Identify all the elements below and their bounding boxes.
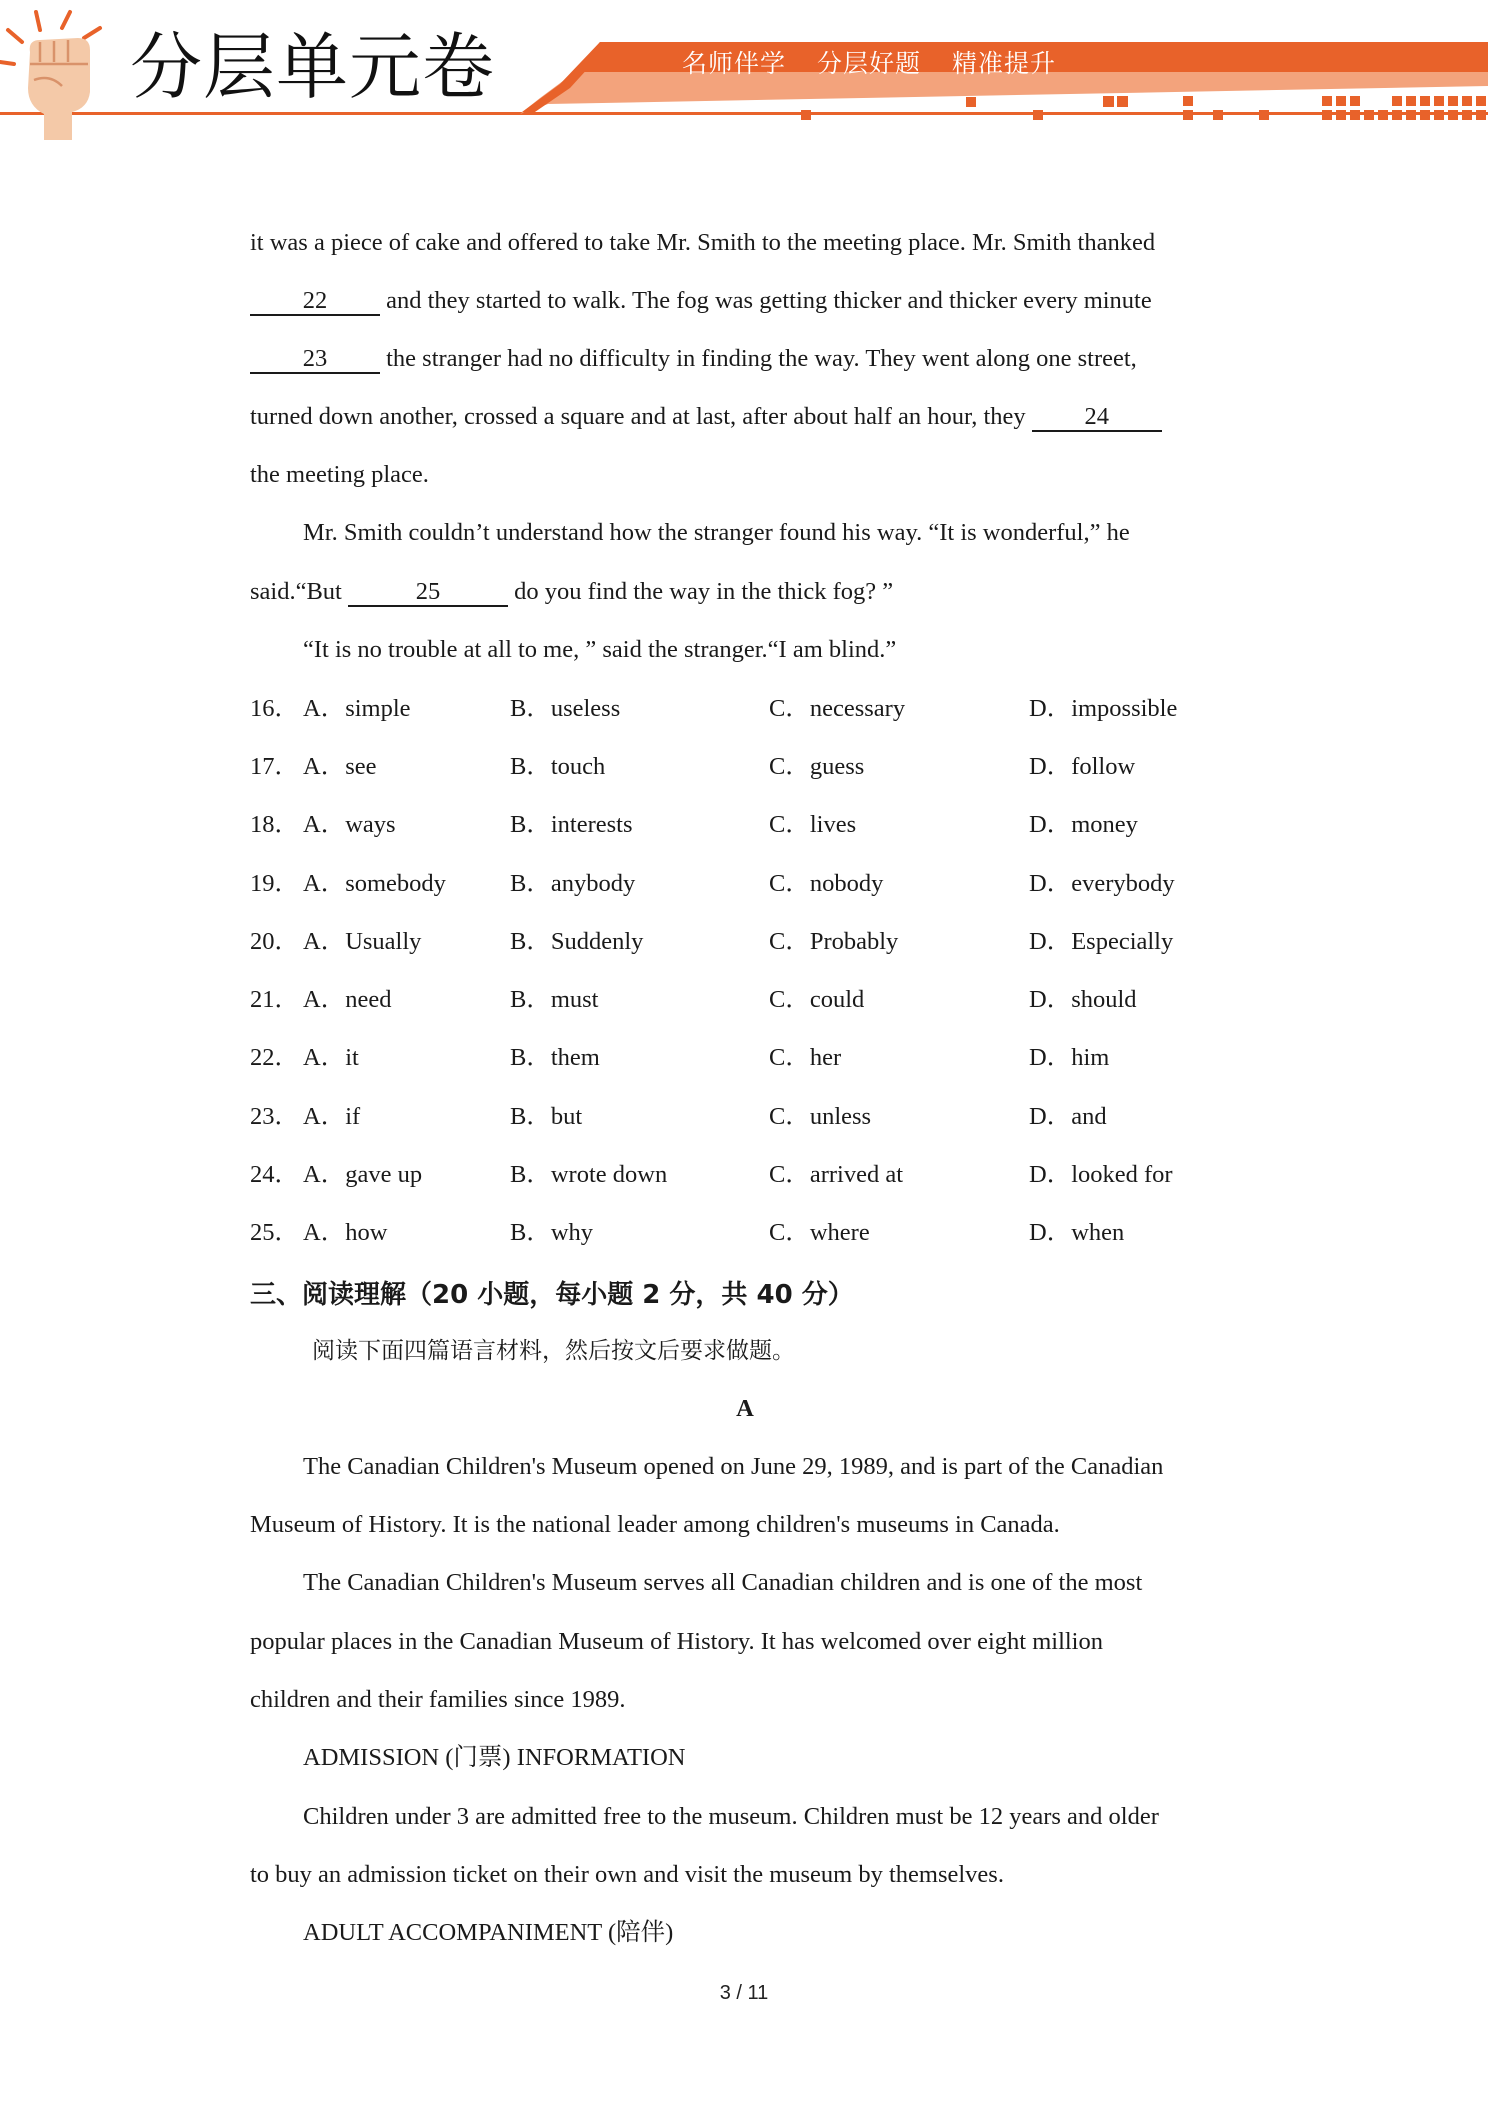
passage-line: children and their families since 1989. — [250, 1686, 626, 1713]
option-c: C．arrived at — [769, 1161, 904, 1188]
option-a: A．see — [303, 753, 377, 780]
option-a: A．if — [303, 1103, 361, 1130]
option-a: A．it — [303, 1044, 359, 1071]
passage-line — [250, 577, 893, 607]
option-b: B．why — [510, 1219, 594, 1246]
question-number: 16． — [250, 695, 299, 722]
answer-blank: 24 — [1032, 404, 1162, 432]
tagline-item: 精准提升 — [951, 49, 1056, 78]
option-b: B．Suddenly — [510, 928, 644, 955]
option-b: B．useless — [510, 695, 621, 722]
passage-line: The Canadian Children's Museum serves all Canadian children and is one of the most — [303, 1569, 1143, 1596]
option-b: B．interests — [510, 811, 633, 838]
option-b: B．but — [510, 1103, 583, 1130]
option-d: D．should — [1029, 986, 1137, 1013]
option-d: D．him — [1029, 1044, 1110, 1071]
option-d: D．and — [1029, 1103, 1107, 1130]
question-options-row — [250, 1043, 1250, 1073]
raised-fist-icon — [0, 12, 100, 140]
option-d: D．impossible — [1029, 695, 1178, 722]
passage-text: do you find the way in the thick fog? ” — [508, 578, 894, 605]
option-c: C．where — [769, 1219, 870, 1246]
passage-line: popular places in the Canadian Museum of History. It has welcomed over eight million — [250, 1628, 1103, 1655]
question-options-row — [250, 1218, 1250, 1248]
option-a: A．simple — [303, 695, 411, 722]
question-number: 18． — [250, 811, 299, 838]
option-c: C．lives — [769, 811, 857, 838]
subheading: ADULT ACCOMPANIMENT (陪伴) — [303, 1919, 674, 1946]
option-c: C．necessary — [769, 695, 906, 722]
passage-line: Mr. Smith couldn’t understand how the stranger found his way. “It is wonderful,” he — [303, 519, 1130, 546]
option-b: B．must — [510, 986, 599, 1013]
option-c: C．Probably — [769, 928, 899, 955]
question-options-row — [250, 985, 1250, 1015]
question-number: 22． — [250, 1044, 299, 1071]
passage-line: Museum of History. It is the national leader among children's museums in Canada. — [250, 1511, 1060, 1538]
option-a: A．need — [303, 986, 392, 1013]
question-number: 19． — [250, 870, 299, 897]
option-d: D．looked for — [1029, 1161, 1173, 1188]
question-options-row — [250, 1160, 1250, 1190]
answer-blank: 23 — [250, 346, 380, 374]
brand-title: 分层单元卷 — [130, 25, 496, 109]
section-heading: 三、阅读理解（20 小题，每小题 2 分，共 40 分） — [250, 1280, 854, 1310]
question-options-row — [250, 927, 1250, 957]
answer-blank: 25 — [348, 579, 508, 607]
question-number: 24． — [250, 1161, 299, 1188]
answer-blank: 22 — [250, 288, 380, 316]
option-c: C．her — [769, 1044, 842, 1071]
option-a: A．gave up — [303, 1161, 423, 1188]
option-d: D．follow — [1029, 753, 1136, 780]
question-number: 25． — [250, 1219, 299, 1246]
option-c: C．nobody — [769, 870, 884, 897]
passage-text: and they started to walk. The fog was getting thicker and thicker every minute — [380, 287, 1152, 314]
passage-line: The Canadian Children's Museum opened on June 29, 1989, and is part of the Canadian — [303, 1453, 1164, 1480]
question-number: 23． — [250, 1103, 299, 1130]
passage-line: “It is no trouble at all to me, ” said the stranger.“I am blind.” — [303, 636, 897, 663]
option-c: C．could — [769, 986, 865, 1013]
option-d: D．Especially — [1029, 928, 1174, 955]
tagline-item: 分层好题 — [816, 49, 921, 78]
page-header — [0, 0, 1488, 150]
option-a: A．Usually — [303, 928, 422, 955]
question-number: 21． — [250, 986, 299, 1013]
option-b: B．touch — [510, 753, 606, 780]
passage-line — [250, 402, 1162, 432]
tagline-item: 名师伴学 — [682, 49, 787, 78]
question-options-row — [250, 869, 1250, 899]
option-b: B．anybody — [510, 870, 636, 897]
option-b: B．them — [510, 1044, 600, 1071]
question-options-row — [250, 1102, 1250, 1132]
question-options-row — [250, 694, 1250, 724]
page-number: 3 / 11 — [719, 1982, 769, 2004]
passage-line: to buy an admission ticket on their own and visit the museum by themselves. — [250, 1861, 1004, 1888]
passage-text: said.“But — [250, 578, 348, 605]
option-d: D．money — [1029, 811, 1138, 838]
passage-line: Children under 3 are admitted free to the museum. Children must be 12 years and older — [303, 1803, 1159, 1830]
option-a: A．ways — [303, 811, 396, 838]
passage-line: the meeting place. — [250, 461, 429, 488]
option-c: C．guess — [769, 753, 865, 780]
question-options-row — [250, 810, 1250, 840]
section-instruction: 阅读下面四篇语言材料，然后按文后要求做题。 — [312, 1338, 795, 1364]
question-number: 17． — [250, 753, 299, 780]
passage-line: it was a piece of cake and offered to take Mr. Smith to the meeting place. Mr. Smith thanked — [250, 229, 1156, 256]
tagline — [682, 44, 1078, 80]
option-b: B．wrote down — [510, 1161, 668, 1188]
subheading: ADMISSION (门票) INFORMATION — [303, 1744, 686, 1771]
option-d: D．everybody — [1029, 870, 1175, 897]
passage-text: the stranger had no difficulty in finding the way. They went along one street, — [380, 345, 1137, 372]
option-a: A．how — [303, 1219, 388, 1246]
question-options-row — [250, 752, 1250, 782]
passage-line — [250, 344, 1137, 374]
passage-text: turned down another, crossed a square and at last, after about half an hour, they — [250, 403, 1032, 430]
passage-label: A — [736, 1395, 754, 1422]
question-number: 20． — [250, 928, 299, 955]
passage-line — [250, 286, 1152, 316]
option-a: A．somebody — [303, 870, 446, 897]
option-c: C．unless — [769, 1103, 872, 1130]
option-d: D．when — [1029, 1219, 1125, 1246]
